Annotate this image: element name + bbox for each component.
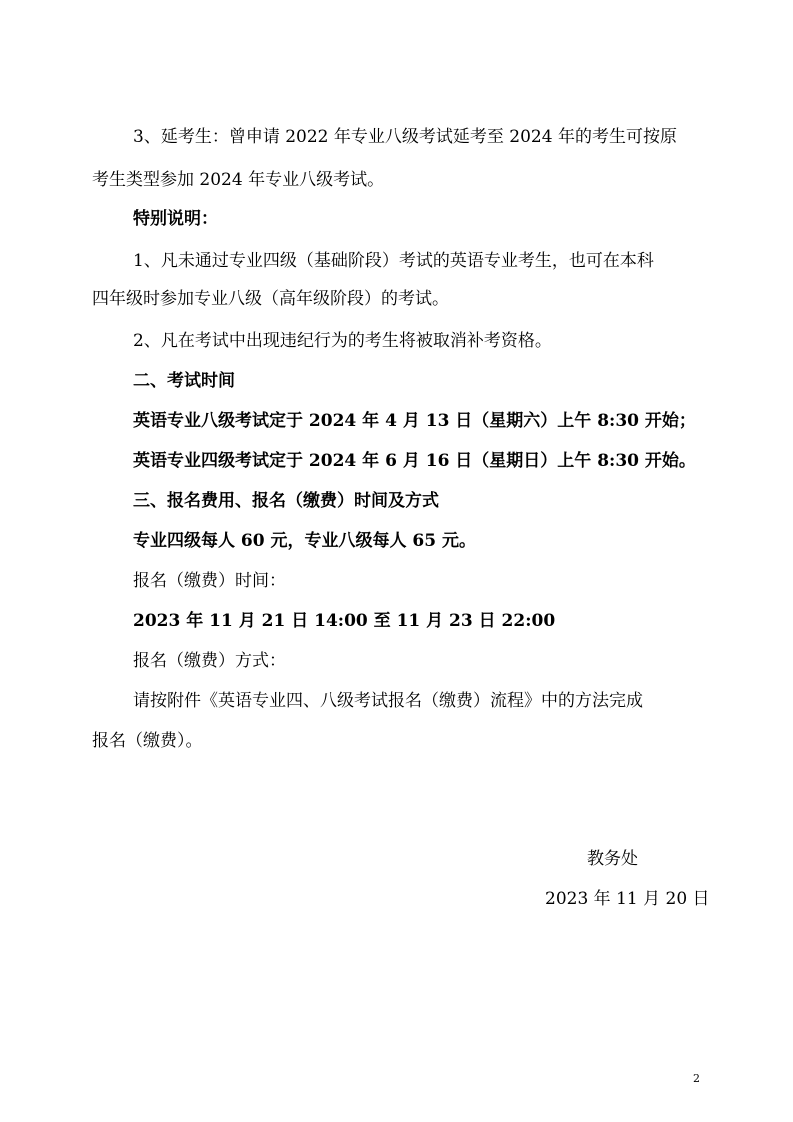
registration-method-line2: 报名（缴费）。 — [92, 731, 203, 751]
note-1-line1: 1、凡未通过专业四级（基础阶段）考试的英语专业考生，也可在本科 — [133, 251, 654, 271]
heading-registration: 三、报名费用、报名（缴费）时间及方式 — [133, 491, 439, 511]
note-2: 2、凡在考试中出现违纪行为的考生将被取消补考资格。 — [133, 331, 552, 351]
heading-exam-time: 二、考试时间 — [133, 371, 235, 391]
paragraph-deferred-candidates-line1: 3、延考生：曾申请 2022 年专业八级考试延考至 2024 年的考生可按原 — [133, 127, 677, 147]
exam-time-tem8: 英语专业八级考试定于 2024 年 4 月 13 日（星期六）上午 8:30 开始； — [133, 411, 696, 431]
exam-time-tem4: 英语专业四级考试定于 2024 年 6 月 16 日（星期日）上午 8:30 开始。 — [133, 451, 696, 471]
page-number: 2 — [693, 1072, 700, 1085]
registration-method-label: 报名（缴费）方式： — [133, 651, 286, 671]
heading-special-notes: 特别说明： — [133, 209, 218, 229]
registration-time-value: 2023 年 11 月 21 日 14:00 至 11 月 23 日 22:00 — [133, 611, 556, 631]
note-1-line2: 四年级时参加专业八级（高年级阶段）的考试。 — [92, 289, 449, 309]
signature-date: 2023 年 11 月 20 日 — [545, 889, 710, 909]
registration-method-line1: 请按附件《英语专业四、八级考试报名（缴费）流程》中的方法完成 — [133, 691, 643, 711]
registration-fees: 专业四级每人 60 元，专业八级每人 65 元。 — [133, 531, 476, 551]
paragraph-deferred-candidates-line2: 考生类型参加 2024 年专业八级考试。 — [92, 170, 385, 190]
signature-office: 教务处 — [587, 849, 638, 869]
registration-time-label: 报名（缴费）时间： — [133, 571, 286, 591]
